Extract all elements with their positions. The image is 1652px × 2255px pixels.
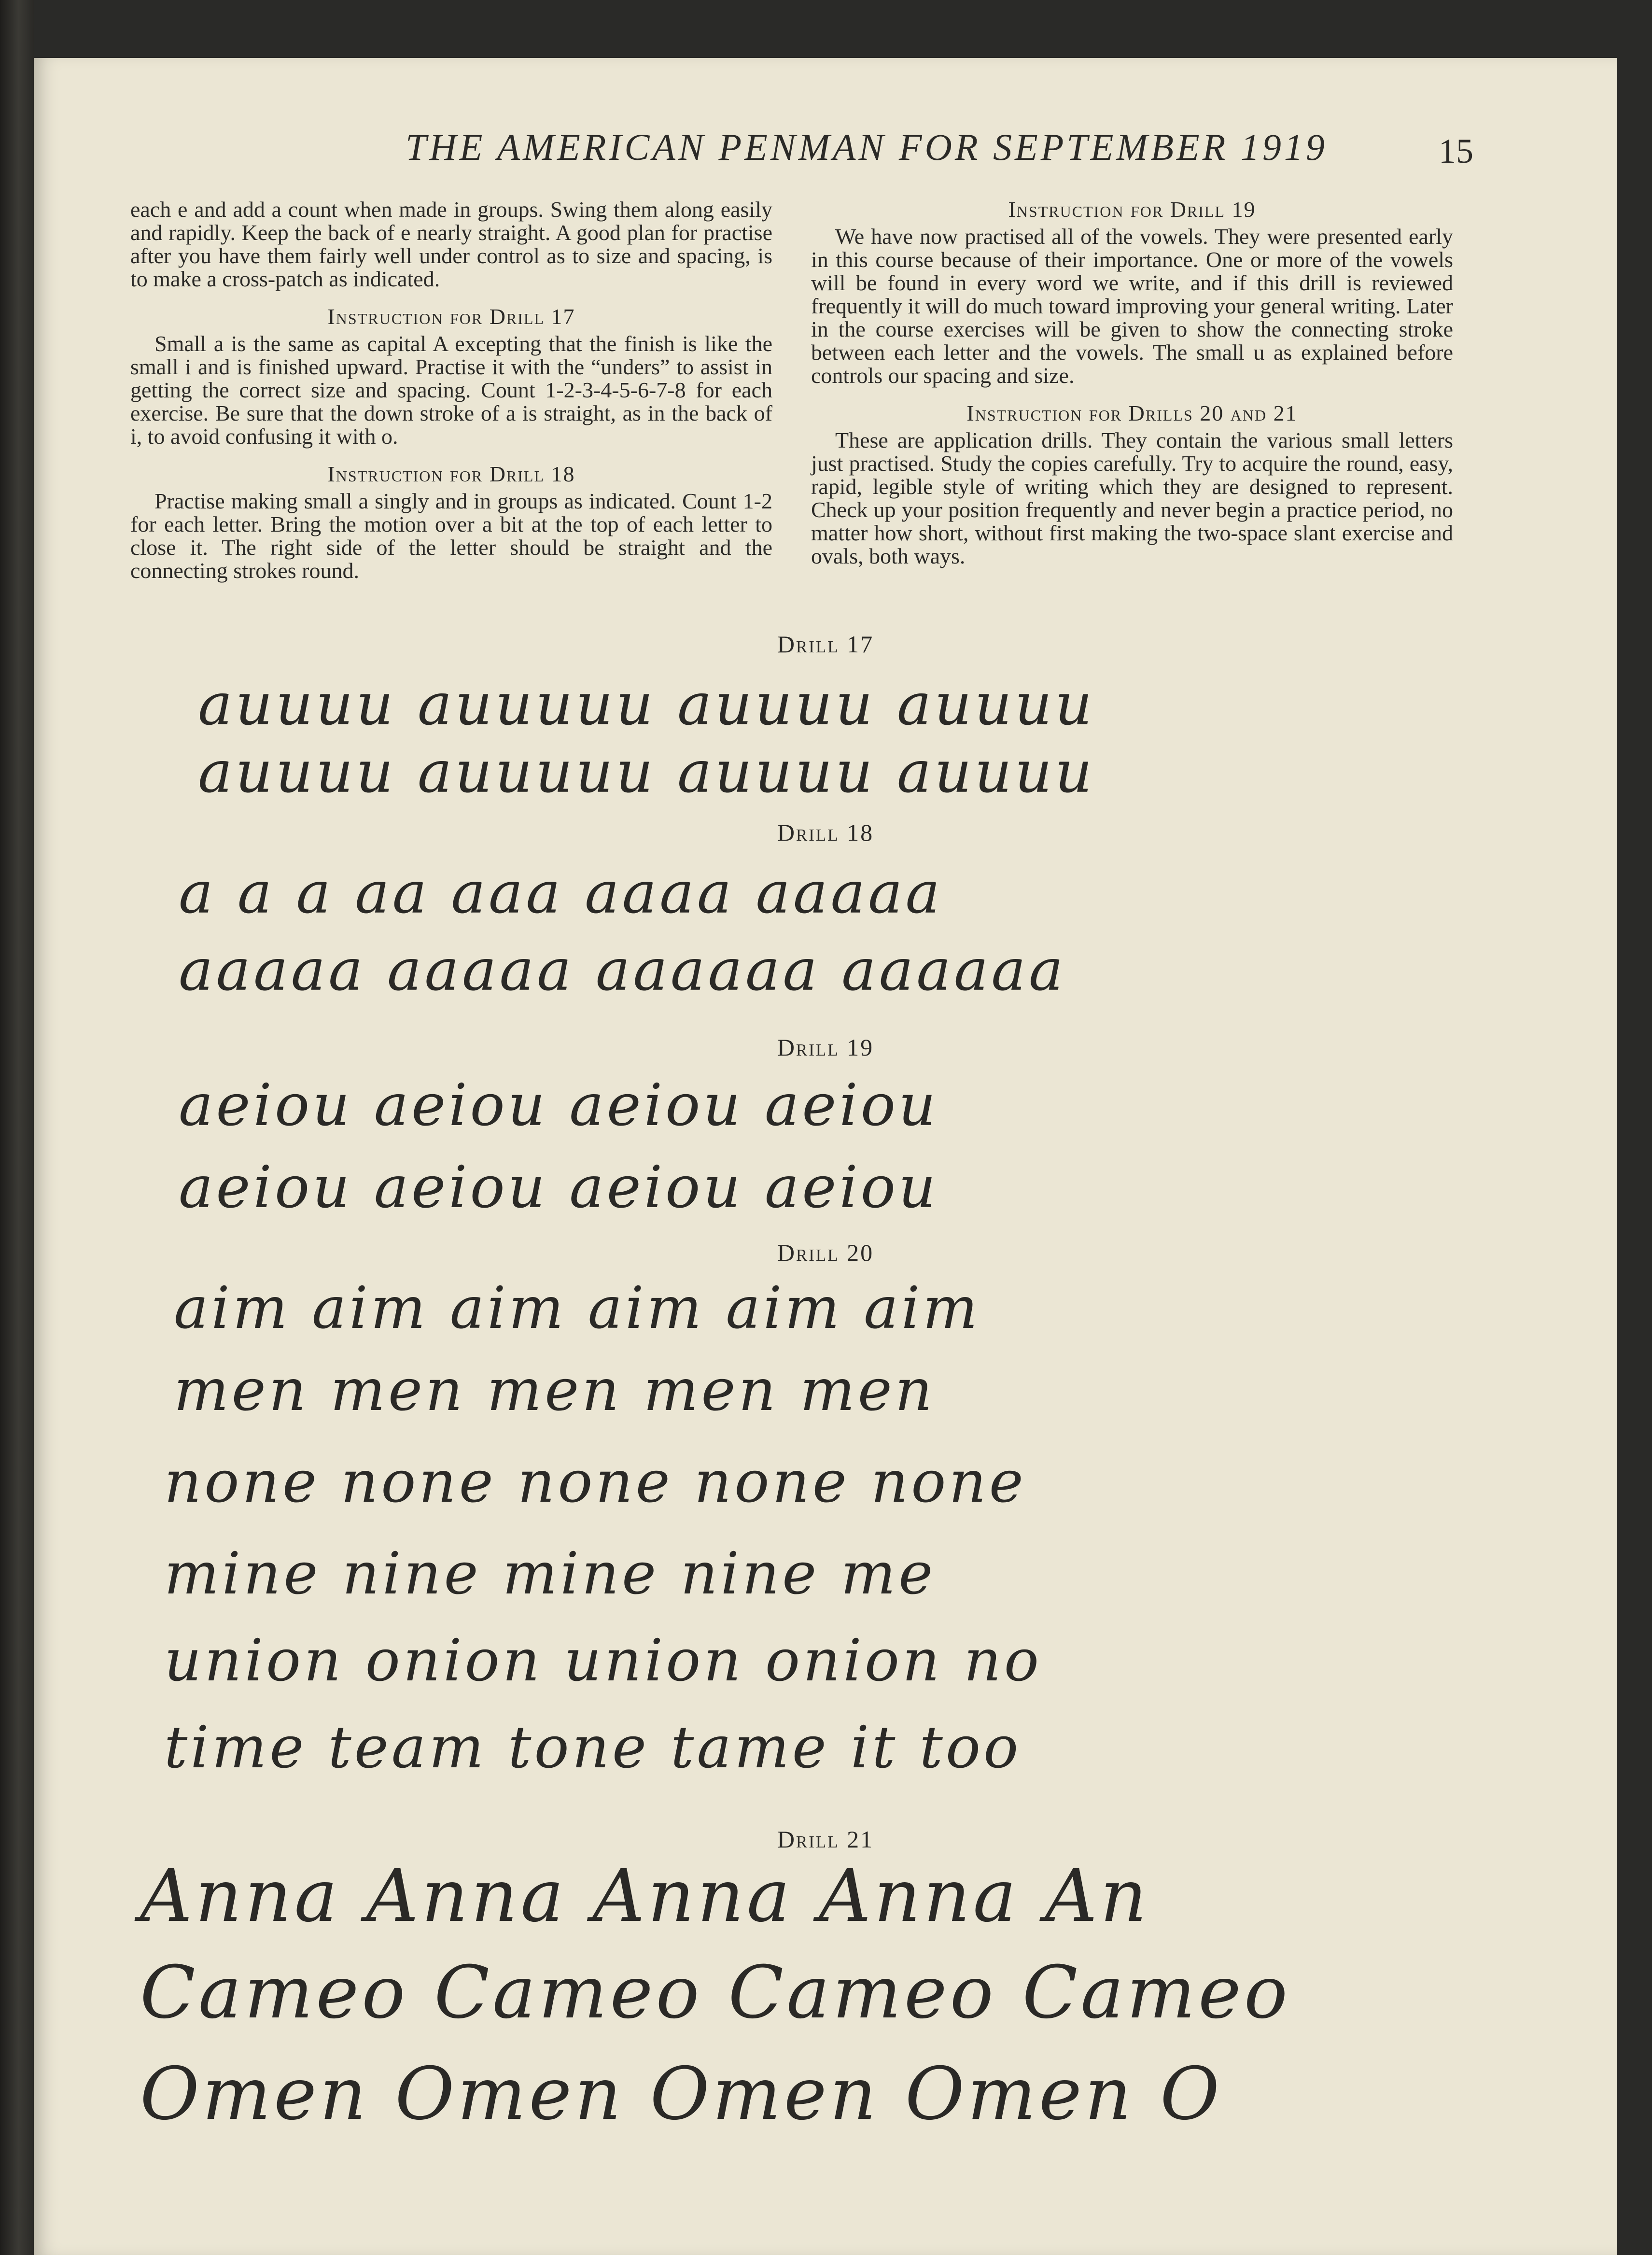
drill20-row-3: none none none none none <box>164 1449 1026 1516</box>
drill19-instruction-heading: Instruction for Drill 19 <box>1008 197 1256 222</box>
drill21-heading: Drill 21 <box>777 1826 874 1853</box>
drill20-heading: Drill 20 <box>777 1239 874 1266</box>
drill17-row-2: auuuu auuuuu auuuu auuuu <box>198 739 1095 806</box>
drill17-row-1: auuuu auuuuu auuuu auuuu <box>198 671 1095 738</box>
drill17-heading: Drill 17 <box>777 631 874 658</box>
drill19-row-1: aeiou aeiou aeiou aeiou <box>179 1072 939 1139</box>
drill20-row-1: aim aim aim aim aim aim <box>174 1275 980 1342</box>
drill18-row-1: a a a aa aaa aaaa aaaaa <box>179 860 943 927</box>
drill20-row-6: time team tone tame it too <box>164 1714 1022 1781</box>
drill19-row-2: aeiou aeiou aeiou aeiou <box>179 1154 939 1221</box>
drill21-row-3: Omen Omen Omen Omen O <box>140 2052 1223 2136</box>
drill18-row-2: aaaaa aaaaa aaaaaa aaaaaa <box>179 937 1066 1004</box>
right-column <box>811 198 1453 568</box>
intro-paragraph: each e and add a count when made in groups. Swing them along easily and rapidly. Keep the back of e nearly straight. A good plan for practise after you have them fairly well under control as to size and spacing, is to make a cross-patch as indicated. <box>130 197 772 291</box>
drill20-row-5: union onion union onion no <box>164 1627 1042 1694</box>
drill18-heading: Drill 18 <box>777 819 874 846</box>
drill19-instruction-text: We have now practised all of the vowels. They were presented early in this course because of their importance. One or more of the vowels will be found in every word we write, and if this drill is reviewed frequently it will do much toward improving your general writing. Later in the course exercises will be given to show the connecting stroke between each letter and the vowels. The small u as explained before controls our spacing and size. <box>811 224 1453 388</box>
page-number: 15 <box>1439 132 1473 170</box>
drill17-instruction-heading: Instruction for Drill 17 <box>327 304 575 329</box>
header-title: THE AMERICAN PENMAN FOR SEPTEMBER 1919 <box>406 126 1328 168</box>
left-column <box>130 198 772 582</box>
drill20-row-4: mine nine mine nine me <box>164 1540 936 1607</box>
drill19-heading: Drill 19 <box>777 1034 874 1061</box>
drill17-instruction-text: Small a is the same as capital A excepting that the finish is like the small i and is finished upward. Practise it with the “unders” to assist in getting the correct size and spacing. Count 1-2-3-4-5-6-7-8 for each exercise. Be sure that the down stroke of a is straight, as in the back of i, to avoid confusing it with o. <box>130 331 772 449</box>
drill18-instruction-heading: Instruction for Drill 18 <box>327 462 575 486</box>
binding-spine <box>0 0 34 2255</box>
drill2021-instruction-heading: Instruction for Drills 20 and 21 <box>966 401 1298 425</box>
drill20-row-2: men men men men men <box>174 1357 936 1424</box>
drill21-row-1: Anna Anna Anna Anna An <box>140 1854 1150 1938</box>
drill2021-instruction-text: These are application drills. They contain the various small letters just practised. Study the copies carefully. Try to acquire the round, easy, rapid, legible style of writing which they are designed to represent. Check up your position frequently and never begin a practice period, no matter how short, without first making the two-space slant exercise and ovals, both ways. <box>811 428 1453 568</box>
running-header <box>34 126 1617 183</box>
drill18-instruction-text: Practise making small a singly and in groups as indicated. Count 1-2 for each letter. Bring the motion over a bit at the top of each letter to close it. The right side of the letter should be straight and the connecting strokes round. <box>130 489 772 583</box>
magazine-page <box>34 58 1617 2255</box>
drill21-row-2: Cameo Cameo Cameo Cameo <box>140 1951 1291 2035</box>
